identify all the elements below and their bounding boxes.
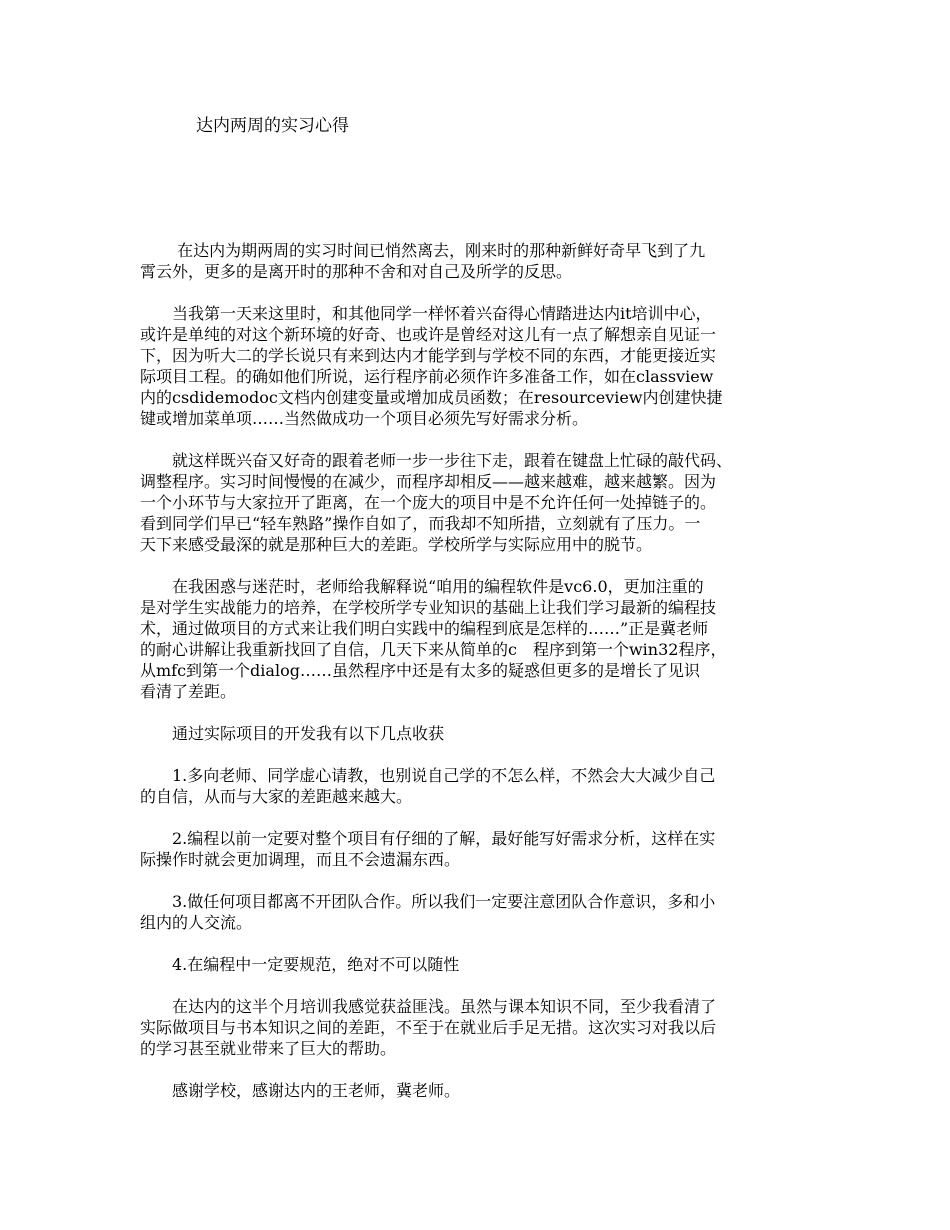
paragraph-8 <box>140 891 820 933</box>
paragraph-3 <box>140 450 820 555</box>
text-line: 感谢学校，感谢达内的王老师，冀老师。 <box>140 1081 461 1100</box>
paragraph-1 <box>140 240 820 282</box>
paragraph-4 <box>140 576 820 702</box>
paragraph-11 <box>140 1080 820 1101</box>
text-line: 霄云外，更多的是离开时的那种不舍和对自己及所学的反思。 <box>140 262 573 281</box>
text-line: 的耐心讲解让我重新找回了自信，几天下来从简单的c 程序到第一个win32程序， <box>140 640 727 659</box>
text-line: 内的csdidemodoc文档内创建变量或增加成员函数；在resourceview内创建快捷 <box>140 388 723 407</box>
paragraph-10 <box>140 996 820 1059</box>
text-line: 在我困惑与迷茫时，老师给我解释说“咱用的编程软件是vc6.0，更加注重的 <box>140 577 704 596</box>
paragraph-2 <box>140 303 820 429</box>
text-line: 际操作时就会更加调理，而且不会遗漏东西。 <box>140 850 461 869</box>
text-line: 在达内为期两周的实习时间已悄然离去，刚来时的那种新鲜好奇早飞到了九 <box>140 241 706 260</box>
text-line: 看到同学们早已“轻车熟路”操作自如了，而我却不知所措，立刻就有了压力。一 <box>140 514 701 533</box>
document-body <box>140 240 820 1122</box>
text-line: 是对学生实战能力的培养，在学校所学专业知识的基础上让我们学习最新的编程技 <box>140 598 717 617</box>
text-line: 际项目工程。的确如他们所说，运行程序前必须作许多准备工作，如在classview <box>140 367 714 386</box>
text-line: 4.在编程中一定要规范，绝对不可以随性 <box>140 955 460 974</box>
text-line: 就这样既兴奋又好奇的跟着老师一步一步往下走，跟着在键盘上忙碌的敲代码、 <box>140 451 733 470</box>
text-line: 组内的人交流。 <box>140 913 253 932</box>
text-line: 1.多向老师、同学虚心请教，也别说自己学的不怎么样，不然会大大减少自己 <box>140 766 716 785</box>
text-line: 一个小环节与大家拉开了距离，在一个庞大的项目中是不允许任何一处掉链子的。 <box>140 493 717 512</box>
paragraph-5 <box>140 723 820 744</box>
text-line: 术，通过做项目的方式来让我们明白实践中的编程到底是怎样的……”正是冀老师 <box>140 619 709 638</box>
text-line: 的学习甚至就业带来了巨大的帮助。 <box>140 1039 397 1058</box>
text-line: 看清了差距。 <box>140 682 237 701</box>
text-line: 3.做任何项目都离不开团队合作。所以我们一定要注意团队合作意识，多和小 <box>140 892 716 911</box>
text-line: 实际做项目与书本知识之间的差距，不至于在就业后手足无措。这次实习对我以后 <box>140 1018 717 1037</box>
text-line: 通过实际项目的开发我有以下几点收获 <box>140 724 445 743</box>
paragraph-7 <box>140 828 820 870</box>
text-line: 天下来感受最深的就是那种巨大的差距。学校所学与实际应用中的脱节。 <box>140 535 653 554</box>
text-line: 或许是单纯的对这个新环境的好奇、也或许是曾经对这儿有一点了解想亲自见证一 <box>140 325 717 344</box>
text-line: 2.编程以前一定要对整个项目有仔细的了解，最好能写好需求分析，这样在实 <box>140 829 716 848</box>
paragraph-9 <box>140 954 820 975</box>
text-line: 下，因为听大二的学长说只有来到达内才能学到与学校不同的东西，才能更接近实 <box>140 346 717 365</box>
text-line: 在达内的这半个月培训我感觉获益匪浅。虽然与课本知识不同，至少我看清了 <box>140 997 717 1016</box>
paragraph-6 <box>140 765 820 807</box>
text-line: 从mfc到第一个dialog……虽然程序中还是有太多的疑惑但更多的是增长了见识 <box>140 661 700 680</box>
document-title: 达内两周的实习心得 <box>196 116 349 136</box>
text-line: 的自信，从而与大家的差距越来越大。 <box>140 787 413 806</box>
text-line: 当我第一天来这里时，和其他同学一样怀着兴奋得心情踏进达内it培训中心， <box>140 304 712 323</box>
text-line: 调整程序。实习时间慢慢的在减少，而程序却相反——越来越难，越来越繁。因为 <box>140 472 717 491</box>
text-line: 键或增加菜单项……当然做成功一个项目必须先写好需求分析。 <box>140 409 589 428</box>
